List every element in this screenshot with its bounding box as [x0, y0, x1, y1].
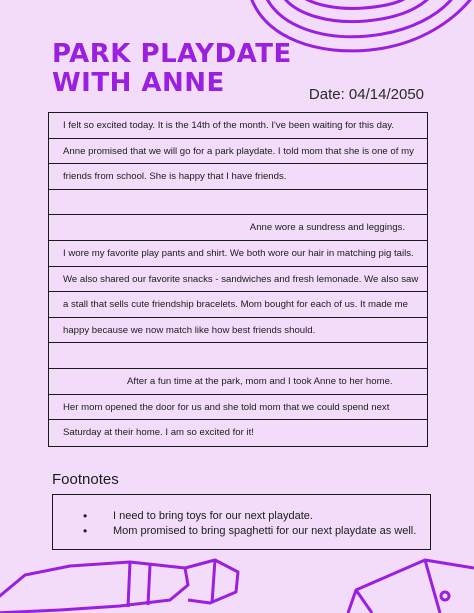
journal-line [49, 343, 427, 369]
footnote-item: • I need to bring toys for our next playdate. [83, 509, 430, 524]
journal-line: Saturday at their home. I am so excited for it! [63, 427, 254, 439]
journal-line: Anne wore a sundress and leggings. [49, 215, 427, 241]
journal-line: I felt so excited today. It is the 14th of the month. I've been waiting for this day. [49, 113, 427, 139]
journal-line: I wore my favorite play pants and shirt. We both wore our hair in matching pig tails. [49, 241, 427, 267]
title-line-1: PARK PLAYDATE [52, 39, 292, 69]
crayon-doodle [0, 560, 238, 613]
journal-line: friends from school. She is happy that I have friends. [49, 164, 427, 190]
journal-line: After a fun time at the park, mom and I took Anne to her home. [49, 369, 427, 395]
box-doodle [348, 560, 474, 613]
journal-line: We also shared our favorite snacks - sandwiches and fresh lemonade. We also saw [49, 267, 427, 293]
footnotes-box [52, 494, 431, 550]
journal-lines [48, 112, 428, 447]
page-title [52, 40, 312, 98]
footnote-item: • Mom promised to bring spaghetti for our next playdate as well. [83, 524, 430, 539]
journal-line: Her mom opened the door for us and she told mom that we could spend next [49, 395, 427, 421]
title-line-2: WITH ANNE [52, 68, 225, 98]
footnotes-title: Footnotes [52, 471, 119, 488]
journal-line: Anne promised that we will go for a park playdate. I told mom that she is one of my [49, 139, 427, 165]
journal-line: a stall that sells cute friendship bracelets. Mom bought for each of us. It made me [49, 292, 427, 318]
journal-line [49, 190, 427, 216]
date-label: Date: 04/14/2050 [308, 86, 424, 103]
journal-line: happy because we now match like how best friends should. [49, 318, 427, 344]
